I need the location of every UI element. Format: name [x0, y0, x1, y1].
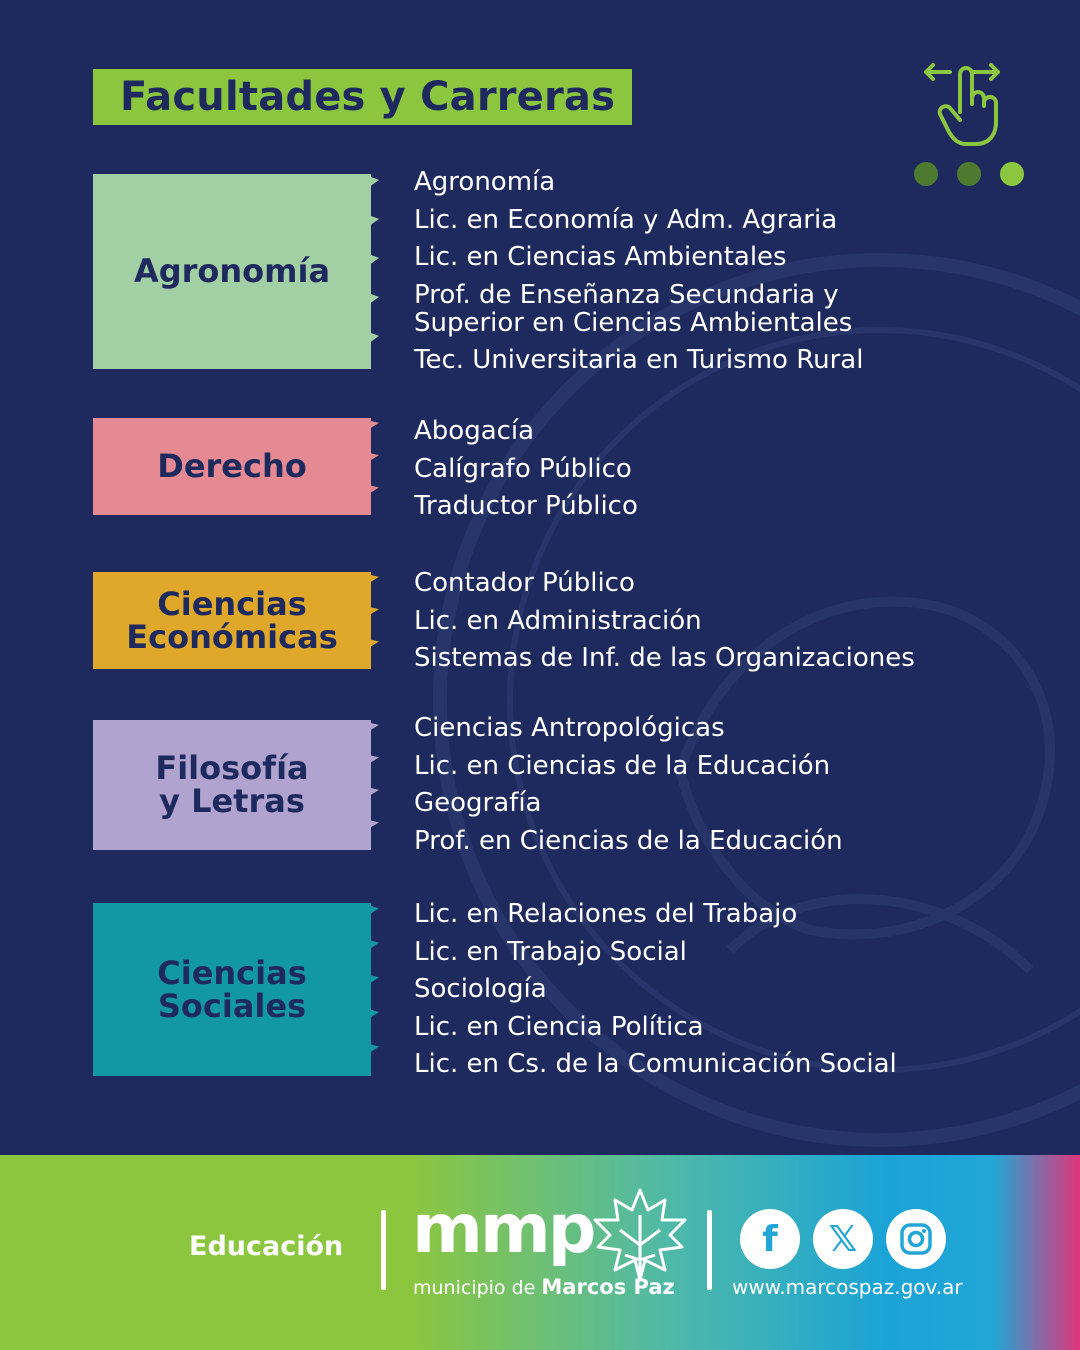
website-link[interactable]: www.marcospaz.gov.ar: [732, 1275, 963, 1299]
swipe-hand-icon: [920, 60, 1004, 150]
career-list-agronomia: [414, 164, 1034, 379]
career-list-economicas: [414, 565, 1034, 678]
section-label: Educación: [189, 1231, 344, 1262]
career-list-filosofia: [414, 710, 1034, 860]
career-item: Agronomía: [414, 167, 556, 197]
brand-subtitle: [413, 1275, 675, 1299]
career-item: Lic. en Ciencias Ambientales: [414, 242, 787, 272]
career-item: Ciencias Antropológicas: [414, 713, 725, 743]
career-item: Traductor Público: [414, 491, 638, 521]
career-item: Calígrafo Público: [414, 453, 632, 484]
career-item: Sociología: [414, 974, 547, 1004]
faculty-name: Ciencias Económicas: [126, 584, 338, 656]
facebook-glyph: f: [762, 1218, 778, 1260]
faculty-filosofia: [93, 720, 381, 850]
faculty-economicas: [93, 572, 381, 669]
career-item: Prof. en Ciencias de la Educación: [414, 825, 843, 856]
brand-logo-text: mmp: [412, 1190, 594, 1269]
faculty-name: Filosofía y Letras: [155, 749, 309, 820]
x-glyph: 𝕏: [828, 1218, 858, 1260]
leaf-logo-icon: [590, 1185, 690, 1285]
career-item: Lic. en Relaciones del Trabajo: [414, 899, 798, 929]
career-item: Lic. en Trabajo Social: [414, 936, 687, 967]
brand-subtitle-name: Marcos Paz: [541, 1275, 675, 1299]
career-item: Lic. en Economía y Adm. Agraria: [414, 204, 838, 235]
career-item: Contador Público: [414, 568, 635, 598]
faculty-agronomia: [93, 174, 381, 369]
x-icon[interactable]: [813, 1209, 873, 1269]
faculty-name: Agronomía: [133, 252, 331, 290]
faculty-name: Ciencias Sociales: [157, 953, 307, 1025]
career-item: Lic. en Ciencias de la Educación: [414, 750, 831, 781]
career-item: Lic. en Administración: [414, 605, 702, 636]
faculty-name: Derecho: [157, 447, 307, 485]
faculty-derecho: [93, 418, 381, 515]
facebook-icon[interactable]: [740, 1209, 800, 1269]
career-item: Lic. en Cs. de la Comunicación Social: [414, 1049, 897, 1079]
career-item: Sistemas de Inf. de las Organizaciones: [414, 643, 915, 673]
career-item: Abogacía: [414, 416, 535, 446]
faculty-sociales: [93, 903, 381, 1076]
career-item: Tec. Universitaria en Turismo Rural: [414, 344, 864, 375]
divider: [707, 1210, 712, 1290]
career-item: Geografía: [414, 788, 542, 818]
career-item: Lic. en Ciencia Política: [414, 1011, 704, 1042]
page-title: Facultades y Carreras: [93, 69, 632, 125]
career-list-derecho: [414, 413, 1034, 526]
career-item: Prof. de Enseñanza Secundaria y Superior en Ciencias Ambientales: [414, 279, 853, 338]
footer-banner: [0, 1155, 1080, 1350]
career-list-sociales: [414, 896, 1034, 1084]
brand-subtitle-prefix: municipio de: [413, 1277, 536, 1299]
instagram-glyph: [899, 1222, 933, 1256]
divider: [381, 1210, 386, 1290]
instagram-icon[interactable]: [886, 1209, 946, 1269]
